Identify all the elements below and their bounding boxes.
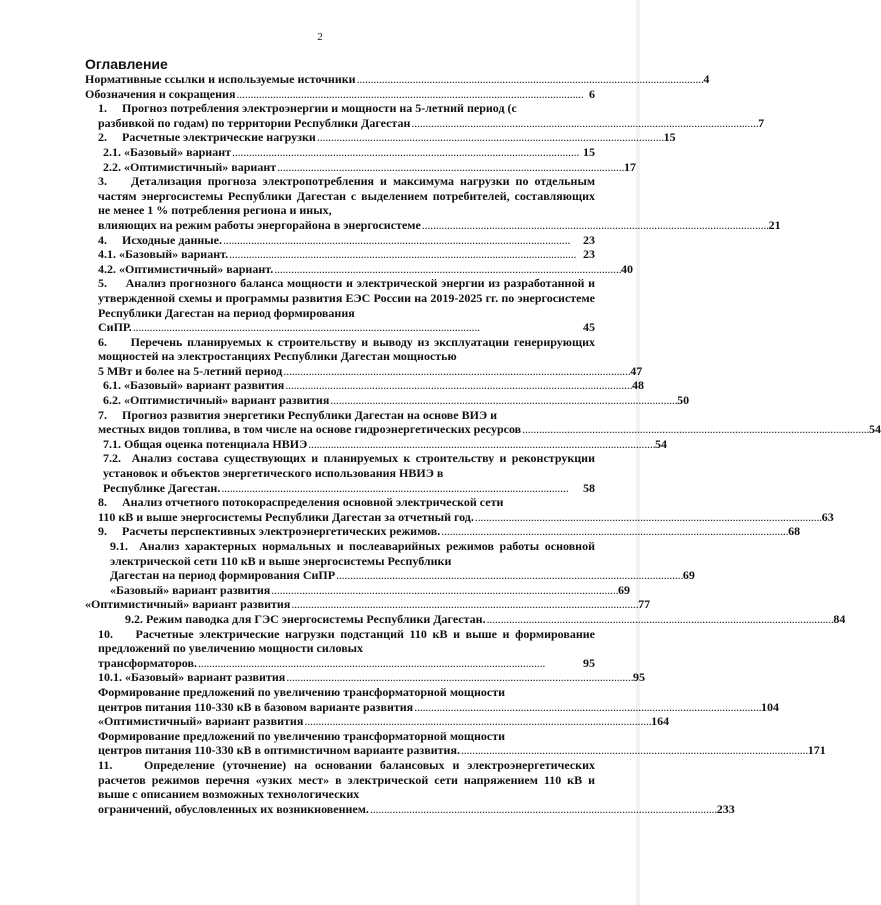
dot-leader (308, 437, 654, 452)
toc-entry-title: 4.2. «Оптимистичный» вариант. (98, 261, 274, 276)
toc-entry-title: 9. Расчеты перспективных электроэнергетических режимов. (98, 524, 441, 539)
dot-leader (317, 130, 663, 145)
dot-leader (277, 160, 623, 175)
dot-leader (357, 72, 703, 87)
dot-leader (291, 597, 637, 612)
toc-entry-title: 2.1. «Базовый» вариант (103, 144, 232, 159)
toc-entry[interactable] (85, 451, 595, 495)
toc-page-number: 95 (633, 670, 646, 685)
dot-leader (487, 612, 833, 627)
toc-entry-title: центров питания 110-330 кВ в оптимистичном варианте развития. (98, 743, 460, 758)
toc-entry-text: Формирование предложений по увеличению трансформаторной мощности (98, 684, 506, 699)
toc-entry[interactable] (85, 87, 595, 102)
toc-entry[interactable] (85, 627, 595, 671)
toc-entry-title: центров питания 110-330 кВ в базовом варианте развития (98, 699, 414, 714)
table-of-contents (85, 72, 881, 816)
toc-entry-title: 7.1. Общая оценка потенциала НВИЭ (103, 436, 308, 451)
toc-entry-text: 7.2. Анализ состава существующих и планируемых к строительству и реконструкции установок и объектов энергетического использования НВИЭ в (103, 451, 595, 481)
dot-leader (286, 670, 632, 685)
toc-entry[interactable] (85, 582, 631, 598)
toc-page-number: 58 (583, 480, 595, 495)
toc-entry-title: «Оптимистичный» вариант развития (85, 597, 291, 612)
toc-entry-title: 4.1. «Базовый» вариант. (98, 247, 229, 262)
toc-entry-text: 9.1. Анализ характерных нормальных и послеаварийных режимов работы основной электрической сети 110 кВ и выше энергосистемы Республики (110, 539, 595, 568)
toc-entry[interactable] (85, 72, 710, 87)
dot-leader (232, 145, 582, 160)
toc-page-number: 7 (758, 115, 765, 130)
dot-leader (461, 743, 807, 758)
dot-leader (422, 218, 768, 233)
toc-entry-title: «Базовый» вариант развития (110, 582, 271, 597)
dot-leader (414, 700, 760, 715)
dot-leader (441, 524, 787, 539)
toc-page-number: 77 (638, 597, 651, 612)
toc-page-number: 15 (583, 144, 595, 159)
toc-entry-title: 6.2. «Оптимистичный» вариант развития (103, 393, 330, 408)
toc-page-number: 68 (788, 524, 801, 539)
toc-page-number: 63 (821, 509, 834, 524)
dot-leader (271, 583, 617, 598)
toc-entry[interactable] (85, 407, 881, 437)
toc-entry[interactable] (85, 393, 690, 408)
toc-page-number: 23 (583, 247, 595, 262)
dot-leader (133, 320, 582, 335)
dot-leader (236, 87, 588, 102)
toc-entry[interactable] (85, 130, 676, 145)
toc-entry[interactable] (85, 276, 595, 334)
dot-leader (336, 568, 682, 583)
toc-entry-text: 10. Расчетные электрические нагрузки подстанций 110 кВ и выше и формирование предложений по увеличению мощности силовых (98, 626, 595, 656)
toc-page-number: 164 (651, 714, 670, 729)
toc-entry-title: 6.1. «Базовый» вариант развития (103, 378, 285, 393)
toc-entry[interactable] (85, 670, 646, 685)
toc-entry[interactable] (85, 334, 643, 379)
toc-entry-title: 9.2. Режим паводка для ГЭС энергосистемы Республики Дагестан. (125, 611, 486, 626)
toc-entry-text: 5. Анализ прогнозного баланса мощности и электрической энергии из разработанной и утвержденной схемы и программы развития ЕЭС России на 2019-2025 гг. по энергосистеме Республики Дагестан на период формирования (98, 276, 595, 320)
dot-leader (285, 378, 631, 393)
toc-entry-title: 2. Расчетные электрические нагрузки (98, 130, 316, 145)
toc-entry-title: местных видов топлива, в том числе на основе гидроэнергетических ресурсов (98, 422, 522, 437)
toc-page-number: 21 (768, 217, 781, 232)
toc-page-number: 54 (868, 422, 881, 437)
toc-entry[interactable] (85, 247, 595, 262)
toc-entry-text: 6. Перечень планируемых к строительству и выводу из эксплуатации генерирующих мощностей на электростанциях Республики Дагестан мощностью (98, 334, 595, 364)
toc-entry-title: «Оптимистичный» вариант развития (98, 714, 304, 729)
toc-entry-text: 8. Анализ отчетного потокораспределения основной электрической сети (98, 495, 504, 510)
toc-page-number: 47 (630, 363, 643, 378)
toc-entry[interactable] (85, 684, 779, 714)
toc-page-number: 84 (833, 611, 846, 626)
toc-entry-text: 1. Прогноз потребления электроэнергии и мощности на 5-летний период (с (98, 101, 517, 116)
toc-entry[interactable] (85, 757, 735, 816)
toc-entry[interactable] (85, 714, 670, 729)
toc-page-number: 4 (703, 72, 710, 86)
toc-entry[interactable] (85, 611, 846, 627)
toc-entry-title: 10.1. «Базовый» вариант развития (98, 670, 286, 685)
toc-entry-text: 7. Прогноз развития энергетики Республики Дагестан на основе ВИЭ и (98, 407, 497, 422)
toc-entry-title: ограничений, обусловленных их возникновением. (98, 801, 369, 816)
toc-page-number: 23 (583, 232, 595, 247)
toc-entry[interactable] (85, 495, 834, 524)
toc-entry[interactable] (85, 233, 595, 248)
toc-entry[interactable] (85, 101, 765, 130)
toc-entry-title: разбивкой по годам) по территории Республики Дагестан (98, 115, 411, 130)
toc-entry[interactable] (85, 524, 801, 539)
toc-entry-title: СиПР. (98, 320, 132, 335)
dot-leader (283, 364, 629, 379)
page-number: 2 (317, 31, 323, 43)
dot-leader (330, 393, 676, 408)
toc-entry-title: Республике Дагестан. (103, 480, 221, 495)
dot-leader (223, 233, 582, 248)
toc-page-number: 233 (716, 801, 735, 816)
toc-page-number: 15 (663, 130, 676, 145)
toc-page-number: 40 (621, 261, 634, 276)
toc-entry[interactable] (85, 539, 695, 583)
toc-page-number: 50 (677, 393, 690, 408)
toc-page-number: 171 (807, 743, 826, 758)
dot-leader (274, 262, 620, 277)
toc-entry-title: Нормативные ссылки и используемые источники (85, 72, 356, 86)
toc-entry-title: трансформаторов. (98, 655, 197, 670)
toc-entry-title: Дагестан на период формирования СиПР (110, 568, 336, 583)
toc-entry-title: влияющих на режим работы энергорайона в энергосистеме (98, 217, 421, 232)
toc-page-number: 69 (682, 568, 695, 583)
dot-leader (221, 481, 582, 496)
toc-entry[interactable] (85, 145, 595, 160)
toc-page-number: 6 (589, 86, 595, 101)
toc-title: Оглавление (85, 56, 168, 72)
dot-leader (304, 714, 650, 729)
toc-entry-title: 2.2. «Оптимистичный» вариант (103, 159, 277, 174)
toc-page-number: 95 (583, 655, 595, 670)
toc-entry[interactable] (85, 728, 826, 758)
toc-entry-text: 3. Детализация прогноза электропотребления и максимума нагрузки по отдельным частям энергосистемы Республики Дагестан с выделением потребителей, составляющих не менее 1 % потребления региона и иных, (98, 174, 595, 218)
toc-page-number: 48 (632, 378, 645, 393)
dot-leader (522, 422, 868, 437)
toc-page-number: 17 (623, 159, 636, 174)
dot-leader (229, 247, 582, 262)
toc-entry-text: Формирование предложений по увеличению трансформаторной мощности (98, 728, 506, 743)
dot-leader (370, 802, 716, 817)
dot-leader (475, 510, 821, 525)
toc-page-number: 69 (618, 582, 631, 597)
toc-entry[interactable] (85, 436, 668, 452)
toc-entry-title: 110 кВ и выше энергосистемы Республики Дагестан за отчетный год. (98, 509, 474, 524)
toc-page-number: 54 (655, 436, 668, 451)
toc-page-number: 104 (760, 699, 779, 714)
dot-leader (198, 656, 582, 671)
toc-page-number: 45 (583, 320, 595, 335)
toc-entry[interactable] (85, 159, 636, 175)
toc-entry[interactable] (85, 378, 645, 393)
dot-leader (411, 116, 757, 131)
toc-entry[interactable] (85, 174, 781, 232)
toc-entry-text: 11. Определение (уточнение) на основании балансовых и электроэнергетических расчетов режимов перечня «узких мест» в электрической сети напряжением 110 кВ и выше с описанием возможных технологических (98, 757, 595, 802)
toc-entry[interactable] (85, 597, 651, 612)
toc-entry[interactable] (85, 261, 634, 277)
toc-entry-title: Обозначения и сокращения (85, 86, 236, 101)
toc-entry-title: 5 МВт и более на 5-летний период (98, 363, 283, 378)
toc-entry-title: 4. Исходные данные. (98, 232, 222, 247)
